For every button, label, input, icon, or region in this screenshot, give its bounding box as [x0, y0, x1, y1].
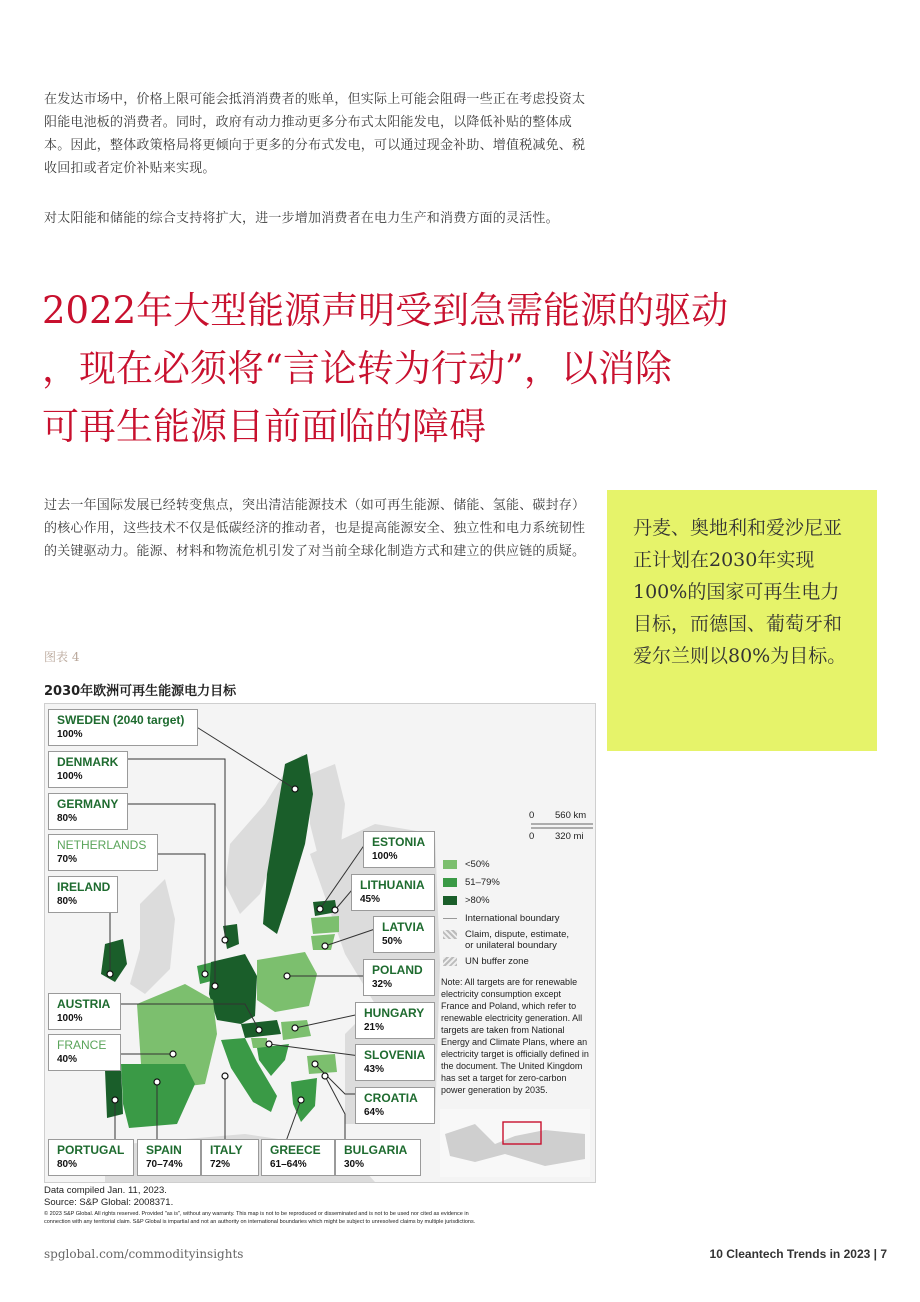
legend-low-swatch [443, 860, 457, 869]
solar-storage-paragraph: 对太阳能和储能的综合支持将扩大，进一步增加消费者在电力生产和消费方面的灵活性。 [44, 211, 559, 226]
label-portugal: PORTUGAL 80% [48, 1139, 134, 1176]
scale-mi-zero: 0 [529, 831, 535, 842]
label-denmark: DENMARK 100% [48, 751, 128, 788]
label-croatia: CROATIA 64% [355, 1087, 435, 1124]
legend-high-swatch [443, 896, 457, 905]
legend-high: >80% [443, 895, 490, 906]
headline-line-2: ，现在必须将“言论转为行动”，以消除 [42, 347, 672, 390]
figure-label: 图表 4 [44, 650, 80, 664]
footer-page-title: 10 Cleantech Trends in 2023 | 7 [709, 1247, 887, 1261]
callout-box [607, 490, 877, 751]
scale-km-zero: 0 [529, 810, 535, 821]
label-hungary: HUNGARY 21% [355, 1002, 435, 1039]
footer-url[interactable]: spglobal.com/commodityinsights [44, 1247, 244, 1261]
copyright-line-2: connection with any territorial claim. S&P Global is impartial and not an authority on international boundaries which might be subject to unresolved claims by multiple jurisdictions. [44, 1219, 476, 1225]
label-bulgaria: BULGARIA 30% [335, 1139, 421, 1176]
data-compiled: Data compiled Jan. 11, 2023. [44, 1185, 167, 1196]
label-greece: GREECE 61–64% [261, 1139, 335, 1176]
portugal-shape [105, 1066, 123, 1118]
label-estonia: ESTONIA 100% [363, 831, 435, 868]
label-spain: SPAIN 70–74% [137, 1139, 201, 1176]
poland-shape [257, 952, 317, 1012]
scale-mi: 320 mi [555, 831, 584, 842]
legend-mid: 51–79% [443, 877, 500, 888]
figure-title: 2030年欧洲可再生能源电力目标 [44, 684, 237, 699]
label-italy: ITALY 72% [201, 1139, 259, 1176]
legend-claim: Claim, dispute, estimate, or unilateral boundary [443, 929, 569, 951]
label-austria: AUSTRIA 100% [48, 993, 121, 1030]
slovenia-shape [251, 1038, 267, 1048]
label-ireland: IRELAND 80% [48, 876, 118, 913]
headline-line-1: 2022年大型能源声明受到急需能源的驱动 [42, 289, 729, 332]
headline-line-3: 可再生能源目前面临的障碍 [42, 405, 486, 448]
development-paragraph: 过去一年国际发展已经转变焦点，突出清洁能源技术（如可再生能源、储能、氢能、碳封存）的核心作用，这些技术不仅是低碳经济的推动者，也是提高能源安全、独立性和电力系统韧性的关键驱动力。能源、材料和物流危机引发了对当前全球化制造方式和建立的供应链的质疑。 [44, 498, 586, 559]
inset-world-map [440, 1109, 590, 1177]
legend-claim-swatch [443, 930, 457, 939]
label-latvia: LATVIA 50% [373, 916, 435, 953]
section-headline [42, 282, 802, 456]
map-note: Note: All targets are for renewable electricity consumption except France and Poland, which refer to renewable electricity generation. All targets are taken from National Energy and Climate Plans, where an electricity target is officially defined in the document. The United Kingdom has set a target for zero-carbon power generation by 2035. [441, 977, 589, 1095]
label-slovenia: SLOVENIA 43% [355, 1044, 435, 1081]
intro-paragraph: 在发达市场中，价格上限可能会抵消消费者的账单，但实际上可能会阻碍一些正在考虑投资太阳能电池板的消费者。同时，政府有动力推动更多分布式太阳能发电，以降低补贴的整体成本。因此，整体政策格局将更倾向于更多的分布式发电，可以通过现金补助、增值税减免、税收回扣或者定价补贴来实现。 [44, 92, 586, 176]
label-france: FRANCE 40% [48, 1034, 121, 1071]
copyright-line-1: © 2023 S&P Global. All rights reserved. Provided "as is", without any warranty. This map is not to be reproduced or disseminated and is not to be used nor cited as evidence in [44, 1211, 469, 1217]
legend-boundary: International boundary [443, 913, 560, 924]
label-sweden: SWEDEN (2040 target) 100% [48, 709, 198, 746]
label-germany: GERMANY 80% [48, 793, 128, 830]
latvia-shape [311, 916, 339, 934]
label-lithuania: LITHUANIA 45% [351, 874, 435, 911]
source-line: Source: S&P Global: 2008371. [44, 1197, 174, 1208]
label-netherlands: NETHERLANDS 70% [48, 834, 158, 871]
legend-un-swatch [443, 957, 457, 966]
legend-low: <50% [443, 859, 490, 870]
legend-un: UN buffer zone [443, 956, 529, 967]
callout-text: 丹麦、奥地利和爱沙尼亚正计划在2030年实现100%的国家可再生电力目标，而德国、葡萄牙和爱尔兰则以80%为目标。 [633, 517, 847, 667]
scale-km: 560 km [555, 810, 587, 821]
legend-boundary-swatch [443, 918, 457, 919]
europe-map [44, 703, 596, 1183]
legend-mid-swatch [443, 878, 457, 887]
label-poland: POLAND 32% [363, 959, 435, 996]
